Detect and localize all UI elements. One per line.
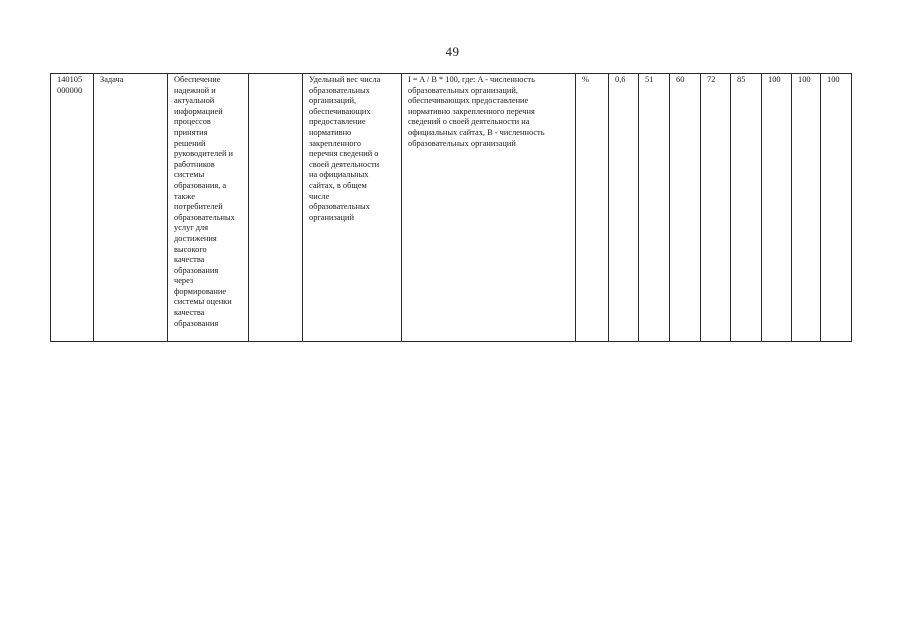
- value-cell-8: 100: [821, 74, 852, 342]
- indicator-line: образовательных: [309, 202, 370, 212]
- unit-cell: %: [576, 74, 609, 342]
- type-label: Задача: [100, 75, 124, 84]
- description-line: процессов: [174, 117, 211, 127]
- description-line: информацией: [174, 106, 223, 116]
- description-line: образования: [174, 265, 219, 275]
- value-cell-3: 60: [670, 74, 701, 342]
- indicator-line: сайтах, в общем: [309, 180, 367, 190]
- description-line: образовательных: [174, 212, 235, 222]
- page-number: 49: [445, 44, 460, 59]
- indicator-line: организаций: [309, 212, 354, 222]
- formula-cell: [402, 74, 576, 342]
- indicator-table: [50, 73, 852, 342]
- description-line: руководителей и: [174, 149, 234, 159]
- indicator-line: на официальных: [309, 170, 369, 180]
- formula-line: сведений о своей деятельности на: [408, 117, 530, 127]
- value-cell-5: 85: [731, 74, 762, 342]
- description-line: через: [174, 276, 194, 286]
- description-line: системы: [174, 170, 205, 180]
- value-cell-4: 72: [701, 74, 731, 342]
- value-cell-2: 51: [639, 74, 670, 342]
- code-line: 000000: [57, 85, 83, 95]
- description-line: высокого: [174, 244, 207, 254]
- indicator-line: обеспечивающих: [309, 106, 371, 116]
- indicator-line: перечня сведений о: [309, 149, 379, 159]
- indicator-line: Удельный вес числа: [309, 75, 381, 84]
- description-line: работников: [174, 159, 215, 169]
- description-line: образования: [174, 318, 219, 328]
- formula-line: образовательных организаций: [408, 138, 516, 148]
- formula-line: обеспечивающих предоставление: [408, 96, 529, 106]
- value-cell-1: 0,6: [609, 74, 639, 342]
- value-cell-7: 100: [792, 74, 821, 342]
- formula-line: официальных сайтах, B - численность: [408, 127, 545, 137]
- indicator-line: предоставление: [309, 117, 366, 127]
- indicator-line: своей деятельности: [309, 159, 380, 169]
- empty-cell: [249, 74, 303, 342]
- type-cell: [94, 74, 168, 342]
- indicator-cell: [303, 74, 402, 342]
- formula-line: I = A / B * 100, где: A - численность: [408, 75, 535, 84]
- description-line: системы оценки: [174, 297, 232, 307]
- formula-line: образовательных организаций,: [408, 85, 518, 95]
- description-line: потребителей: [174, 202, 223, 212]
- description-line: принятия: [174, 127, 208, 137]
- description-line: также: [174, 191, 195, 201]
- description-line: Обеспечение: [174, 75, 221, 84]
- description-line: достижения: [174, 233, 217, 243]
- indicator-line: закрепленного: [309, 138, 361, 148]
- description-line: услуг для: [174, 223, 209, 233]
- code-cell: [51, 74, 94, 342]
- description-line: образования, а: [174, 180, 227, 190]
- indicator-line: организаций,: [309, 96, 357, 106]
- indicator-line: нормативно: [309, 127, 352, 137]
- description-line: актуальной: [174, 96, 215, 106]
- description-line: надежной и: [174, 85, 216, 95]
- code-line: 140105: [57, 75, 83, 84]
- description-line: решений: [174, 138, 206, 148]
- description-cell: [168, 74, 249, 342]
- description-line: качества: [174, 308, 205, 318]
- formula-line: нормативно закрепленного перечня: [408, 106, 535, 116]
- indicator-line: числе: [309, 191, 330, 201]
- value-cell-6: 100: [762, 74, 792, 342]
- description-line: формирование: [174, 286, 227, 296]
- table-row: [51, 74, 852, 342]
- indicator-line: образовательных: [309, 85, 370, 95]
- description-line: качества: [174, 255, 205, 265]
